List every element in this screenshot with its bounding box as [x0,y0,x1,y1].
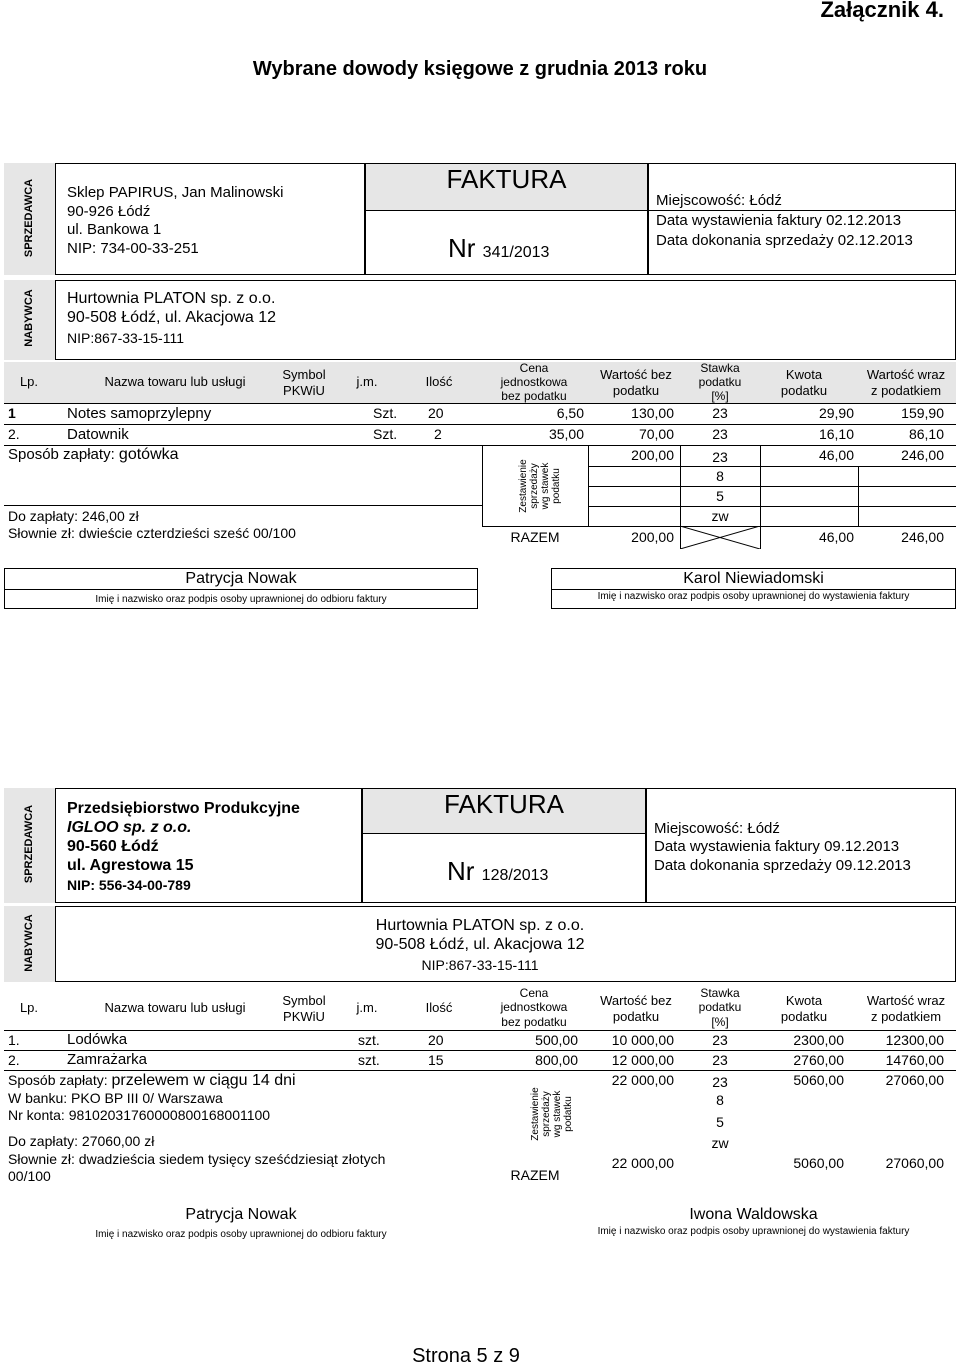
total-gross-2: 27060,00 [885,1155,944,1171]
seller2-line-2: IGLOO sp. z o.o. [67,819,192,836]
summary-23-net: 200,00 [631,447,674,463]
item2-name: Datownik [67,426,129,443]
item2-2-rate: 23 [712,1052,728,1068]
col-symbol-1-2: Symbol [282,993,326,1008]
summary-label-2 [530,1079,574,1149]
seller-line-4: NIP: 734-00-33-251 [67,240,199,257]
item1-qty: 20 [428,405,444,421]
item2-2-gross: 14760,00 [885,1052,944,1068]
col-gross-1-2: Wartość wraz [866,993,946,1008]
col-rate-3-2: [%] [711,1015,729,1029]
item2-1-price: 500,00 [535,1032,578,1048]
item1-name: Notes samoprzylepny [67,405,212,422]
col-rate-3: [%] [711,389,729,403]
col-price-2: jednostkowa [500,375,568,389]
col-jm: j.m. [356,374,378,389]
receiver-caption: Imię i nazwisko oraz podpis osoby uprawnionej do odbioru faktury [95,594,387,605]
summary-rate-8: 8 [716,468,724,484]
summary2-23-gross: 27060,00 [885,1072,944,1088]
item2-jm: Szt. [373,426,398,442]
total-net-2: 22 000,00 [611,1155,674,1171]
total-net: 200,00 [631,529,674,545]
receiver-caption-2: Imię i nazwisko oraz podpis osoby uprawnionej do odbioru faktury [95,1229,387,1240]
attachment-label: Załącznik 4. [820,0,944,22]
col-price-3: bez podatku [501,389,567,403]
summary-label-3: wg stawek [540,462,551,510]
seller-line-3: ul. Bankowa 1 [67,221,162,238]
item2-1-qty: 20 [428,1032,444,1048]
payment-value: gotówka [118,446,179,463]
receiver-name-2: Patrycja Nowak [185,1206,297,1223]
summary-23-gross: 246,00 [901,447,944,463]
col-symbol-2-2: PKWiU [283,1009,325,1024]
item1-tax: 29,90 [818,405,854,421]
buyer-band-label: NABYWCA [23,289,35,347]
total-tax: 46,00 [818,529,854,545]
total-tax-2: 5060,00 [793,1155,844,1171]
payment-label: Sposób zapłaty: [8,446,115,463]
col-rate-1: Stawka [700,361,740,375]
item2-2-tax: 2760,00 [793,1052,844,1068]
summary2-23-net: 22 000,00 [611,1072,674,1088]
item2-1-gross: 12300,00 [885,1032,944,1048]
col-lp-2: Lp. [19,1000,39,1015]
summary-rate-zw: zw [711,508,729,524]
buyer2-line-2: 90-508 Łódź, ul. Akacjowa 12 [375,936,585,953]
item2-1-net: 10 000,00 [611,1032,674,1048]
summary2-23-tax: 5060,00 [793,1072,844,1088]
item1-gross: 159,90 [901,405,944,421]
col-gross-2: z podatkiem [870,383,942,398]
invoice-number [448,233,549,264]
seller2-line-4: ul. Agrestowa 15 [67,857,194,874]
seller2-line-1: Przedsiębiorstwo Produkcyjne [67,800,300,817]
col-jm-2: j.m. [356,1000,378,1015]
buyer-band-label-2: NABYWCA [23,914,35,972]
page-number: Strona 5 z 9 [412,1345,520,1367]
col-net-1-2: Wartość bez [600,993,672,1008]
item2-1-jm: szt. [358,1032,380,1048]
issuer-caption: Imię i nazwisko oraz podpis osoby uprawnionej do wystawienia faktury [597,591,910,602]
amount-in-words-2a: Słownie zł: dwadzieścia siedem tysięcy sześćdziesiąt złotych [8,1151,386,1167]
payment-label-2: Sposób zapłaty: [8,1072,108,1088]
sale-date-2: Data dokonania sprzedaży 09.12.2013 [654,857,911,874]
page-title: Wybrane dowody księgowe z grudnia 2013 roku [252,58,708,80]
item1-lp: 1 [8,405,16,421]
issuer-name: Karol Niewiadomski [683,570,824,587]
col-price-1: Cena [519,361,549,375]
item2-1-name: Lodówka [67,1031,128,1048]
col-tax-1: Kwota [785,367,823,382]
bank-account: Nr konta: 98102031760000800168001100 [8,1107,271,1123]
item2-rate: 23 [712,426,728,442]
item2-2-qty: 15 [428,1052,444,1068]
issuer-name-2: Iwona Waldowska [689,1206,818,1223]
item2-2-price: 800,00 [535,1052,578,1068]
col-qty-2: Ilość [425,1000,453,1015]
bank-name: W banku: PKO BP III 0/ Warszawa [8,1090,223,1106]
total-gross: 246,00 [901,529,944,545]
summary-label-2: sprzedaży [529,463,540,509]
item2-net: 70,00 [638,426,674,442]
summary-label-1: Zestawienie [518,459,529,513]
invoice-title: FAKTURA [446,164,567,194]
col-symbol-1: Symbol [282,367,326,382]
col-name-2: Nazwa towaru lub usługi [104,1000,246,1015]
col-gross-2-2: z podatkiem [870,1009,942,1024]
amount-in-words-2b: 00/100 [8,1168,51,1184]
item2-1-rate: 23 [712,1032,728,1048]
place: Miejscowość: Łódź [656,192,782,209]
payment-value-2: przelewem w ciągu 14 dni [111,1072,296,1089]
summary-rate-5: 5 [716,488,724,504]
amount-due: Do zapłaty: 246,00 zł [8,508,139,524]
item1-rate: 23 [712,405,728,421]
seller-line-2: 90-926 Łódź [67,203,151,220]
seller2-line-3: 90-560 Łódź [67,838,159,855]
seller2-line-5: NIP: 556-34-00-789 [67,877,191,893]
summary-label [518,451,562,521]
amount-in-words: Słownie zł: dwieście czterdzieści sześć 00/100 [8,525,296,541]
total-label-2: RAZEM [510,1167,560,1183]
item2-2-jm: szt. [358,1052,380,1068]
summary-label-2-1: Zestawienie [530,1087,541,1141]
seller-line-1: Sklep PAPIRUS, Jan Malinowski [67,184,284,201]
buyer-line-1: Hurtownia PLATON sp. z o.o. [67,290,276,307]
buyer2-line-3: NIP:867-33-15-111 [421,957,539,973]
nr-prefix-2: Nr [447,856,475,886]
col-gross-1: Wartość wraz [866,367,946,382]
col-price-3-2: bez podatku [501,1015,567,1029]
buyer-line-2: 90-508 Łódź, ul. Akacjowa 12 [67,309,277,326]
nr-value: 341/2013 [482,244,550,261]
summary-label-4: podatku [551,468,562,504]
payment-method [8,446,179,464]
col-tax-2-2: podatku [780,1009,828,1024]
col-name: Nazwa towaru lub usługi [104,374,246,389]
item2-2-lp: 2. [8,1052,20,1068]
summary2-rate-23: 23 [712,1074,728,1090]
col-net-2: podatku [612,383,660,398]
col-lp: Lp. [19,374,39,389]
summary-label-2-3: wg stawek [552,1090,563,1138]
summary2-rate-8: 8 [716,1092,724,1108]
item2-1-tax: 2300,00 [793,1032,844,1048]
nr-value-2: 128/2013 [481,867,549,884]
col-rate-2: podatku [698,375,742,389]
seller-band-label-2: SPRZEDAWCA [23,804,35,884]
summary-rate-23: 23 [712,449,728,465]
item1-net: 130,00 [631,405,674,421]
item2-2-name: Zamrażarka [67,1051,148,1068]
item2-2-net: 12 000,00 [611,1052,674,1068]
issuer-caption-2: Imię i nazwisko oraz podpis osoby uprawnionej do wystawienia faktury [597,1226,910,1237]
total-label: RAZEM [510,529,560,545]
item2-qty: 2 [434,426,442,442]
col-qty: Ilość [425,374,453,389]
item2-gross: 86,10 [908,426,944,442]
col-price-1-2: Cena [519,986,549,1000]
receiver-name: Patrycja Nowak [185,570,297,587]
summary-label-2-4: podatku [563,1096,574,1132]
item1-price: 6,50 [556,405,584,421]
summary2-rate-5: 5 [716,1114,724,1130]
buyer2-line-1: Hurtownia PLATON sp. z o.o. [375,917,585,934]
item2-price: 35,00 [548,426,584,442]
issue-date: Data wystawienia faktury 02.12.2013 [656,212,902,229]
col-net-1: Wartość bez [600,367,672,382]
col-net-2-2: podatku [612,1009,660,1024]
col-rate-2-2: podatku [698,1000,742,1014]
nr-prefix: Nr [448,233,476,263]
issue-date-2: Data wystawienia faktury 09.12.2013 [654,838,900,855]
sale-date: Data dokonania sprzedaży 02.12.2013 [656,232,913,249]
col-tax-1-2: Kwota [785,993,823,1008]
col-price-2-2: jednostkowa [500,1000,568,1014]
total-rate-crossed [680,526,760,549]
amount-due-2: Do zapłaty: 27060,00 zł [8,1133,155,1149]
item2-lp: 2. [8,426,20,442]
payment-method-2 [8,1072,296,1090]
invoice-title-2: FAKTURA [444,789,564,819]
invoice-number-2 [447,856,548,887]
item2-tax: 16,10 [818,426,854,442]
item2-1-lp: 1. [8,1032,20,1048]
summary-23-tax: 46,00 [818,447,854,463]
col-tax-2: podatku [780,383,828,398]
seller-band-label: SPRZEDAWCA [23,178,35,258]
place-2: Miejscowość: Łódź [654,820,780,837]
col-rate-1-2: Stawka [700,986,740,1000]
col-symbol-2: PKWiU [283,383,325,398]
item1-jm: Szt. [373,405,398,421]
summary-label-2-2: sprzedaży [541,1091,552,1137]
summary2-rate-zw: zw [711,1135,729,1151]
buyer-line-3: NIP:867-33-15-111 [67,330,184,346]
